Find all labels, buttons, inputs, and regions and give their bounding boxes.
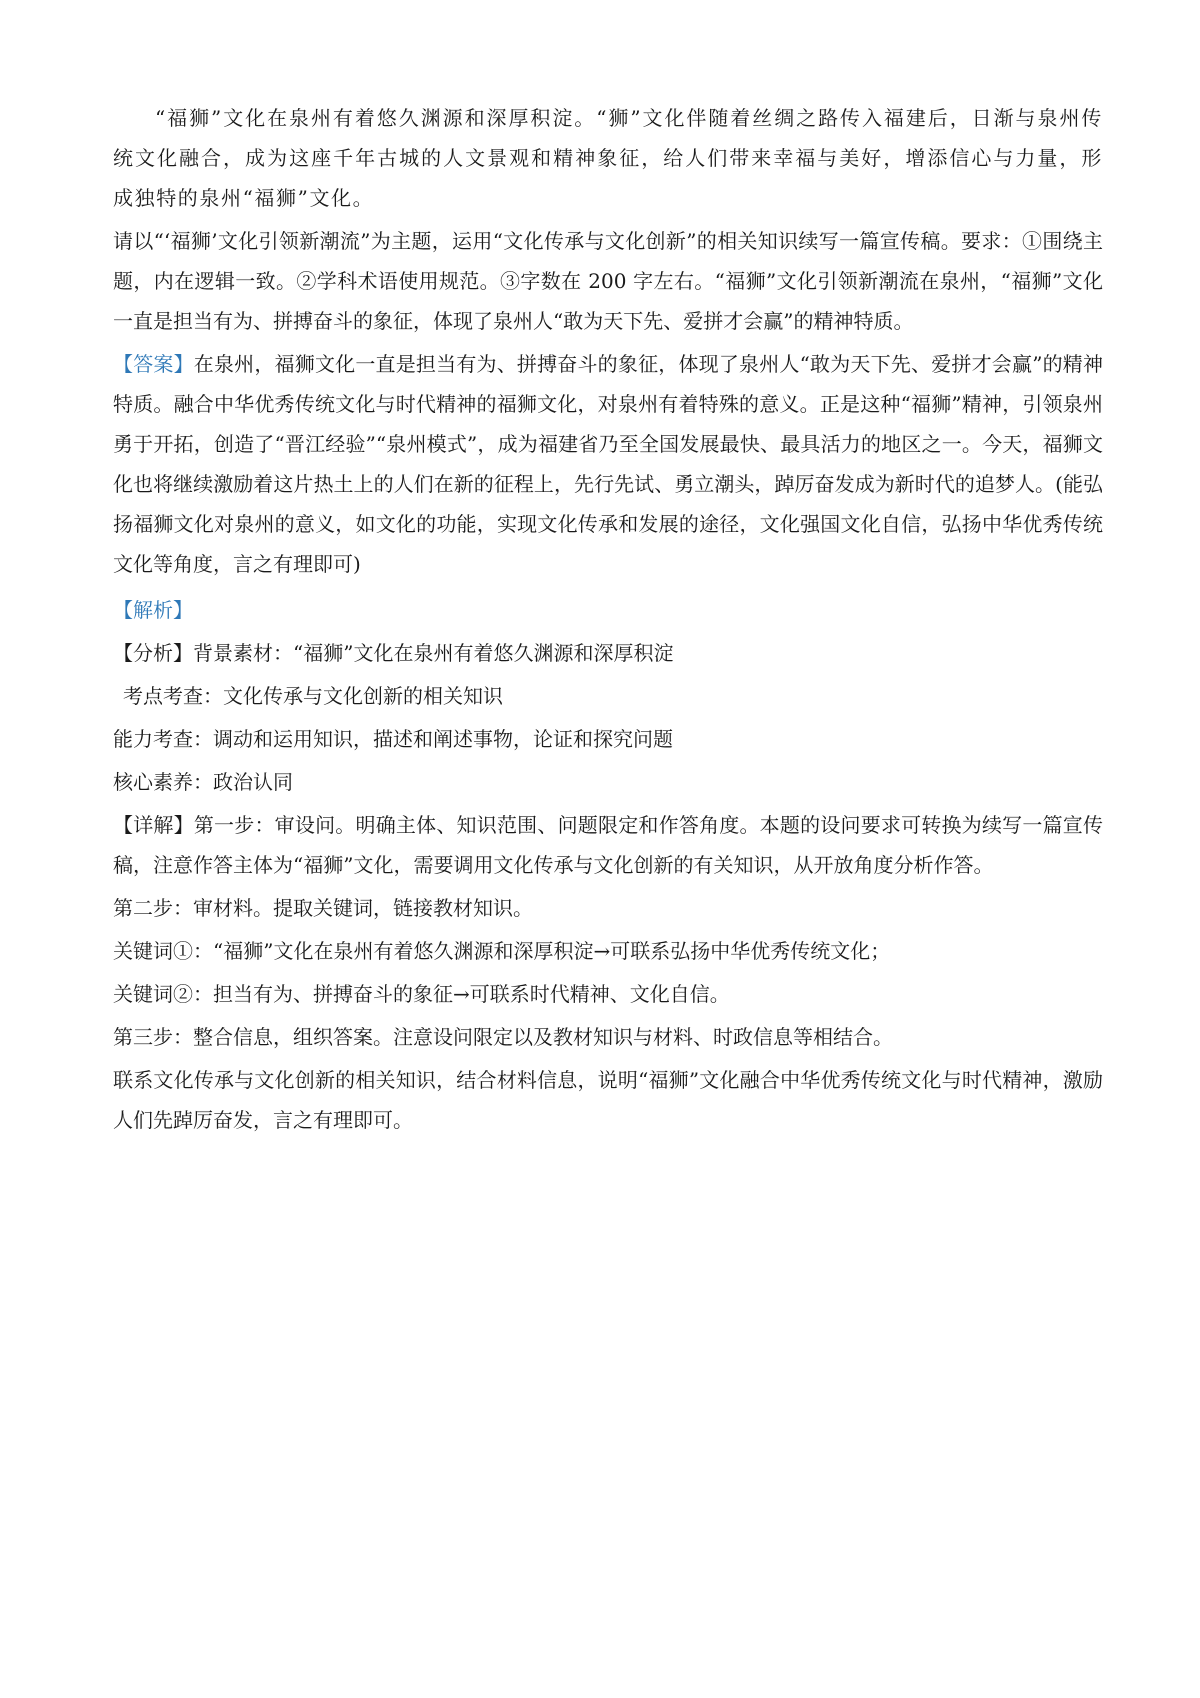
analysis-heading [113, 590, 1103, 630]
analysis-background: 【分析】背景素材：“福狮”文化在泉州有着悠久渊源和深厚积淀 [113, 641, 674, 665]
detail-step-1: 【详解】第一步：审设问。明确主体、知识范围、问题限定和作答角度。本题的设问要求可转换为续写一篇宣传稿，注意作答主体为“福狮”文化，需要调用文化传承与文化创新的有关知识，从开放角度分析作答。 [113, 813, 1103, 877]
analysis-exam-point: 考点考查：文化传承与文化创新的相关知识 [123, 684, 503, 708]
detail-step-2: 第二步：审材料。提取关键词，链接教材知识。 [113, 896, 533, 920]
analysis-core-literacy: 核心素养：政治认同 [113, 770, 293, 794]
answer-paragraph [113, 344, 1103, 584]
detail-step-3: 第三步：整合信息，组织答案。注意设问限定以及教材知识与材料、时政信息等相结合。 [113, 1025, 893, 1049]
analysis-tag: 【解析】 [113, 598, 193, 622]
detail-keyword-2: 关键词②：担当有为、拼搏奋斗的象征→可联系时代精神、文化自信。 [113, 982, 730, 1006]
answer-text: 在泉州，福狮文化一直是担当有为、拼搏奋斗的象征，体现了泉州人“敢为天下先、爱拼才会赢”的精神特质。融合中华优秀传统文化与时代精神的福狮文化，对泉州有着特殊的意义。正是这种“福狮”精神，引领泉州勇于开拓，创造了“晋江经验”“泉州模式”，成为福建省乃至全国发展最快、最具活力的地区之一。今天，福狮文化也将继续激励着这片热土上的人们在新的征程上，先行先试、勇立潮头，踔厉奋发成为新时代的追梦人。(能弘扬福狮文化对泉州的意义，如文化的功能，实现文化传承和发展的途径，文化强国文化自信，弘扬中华优秀传统文化等角度，言之有理即可) [113, 352, 1103, 576]
analysis-ability: 能力考查：调动和运用知识，描述和阐述事物，论证和探究问题 [113, 727, 673, 751]
material-paragraph: “福狮”文化在泉州有着悠久渊源和深厚积淀。“狮”文化伴随着丝绸之路传入福建后，日渐与泉州传统文化融合，成为这座千年古城的人文景观和精神象征，给人们带来幸福与美好，增添信心与力量，形成独特的泉州“福狮”文化。 [113, 106, 1103, 210]
document-body [113, 98, 1103, 1140]
detail-keyword-1: 关键词①：“福狮”文化在泉州有着悠久渊源和深厚积淀→可联系弘扬中华优秀传统文化； [113, 939, 891, 963]
detail-conclusion: 联系文化传承与文化创新的相关知识，结合材料信息，说明“福狮”文化融合中华优秀传统文化与时代精神，激励人们先踔厉奋发，言之有理即可。 [113, 1068, 1103, 1132]
question-paragraph: 请以“‘福狮’文化引领新潮流”为主题，运用“文化传承与文化创新”的相关知识续写一篇宣传稿。要求：①围绕主题，内在逻辑一致。②学科术语使用规范。③字数在 200 字左右。“福狮”文化引领新潮流在泉州，“福狮”文化一直是担当有为、拼搏奋斗的象征，体现了泉州人“敢为天下先、爱拼才会赢”的精神特质。 [113, 229, 1103, 333]
answer-tag: 【答案】 [113, 352, 194, 376]
